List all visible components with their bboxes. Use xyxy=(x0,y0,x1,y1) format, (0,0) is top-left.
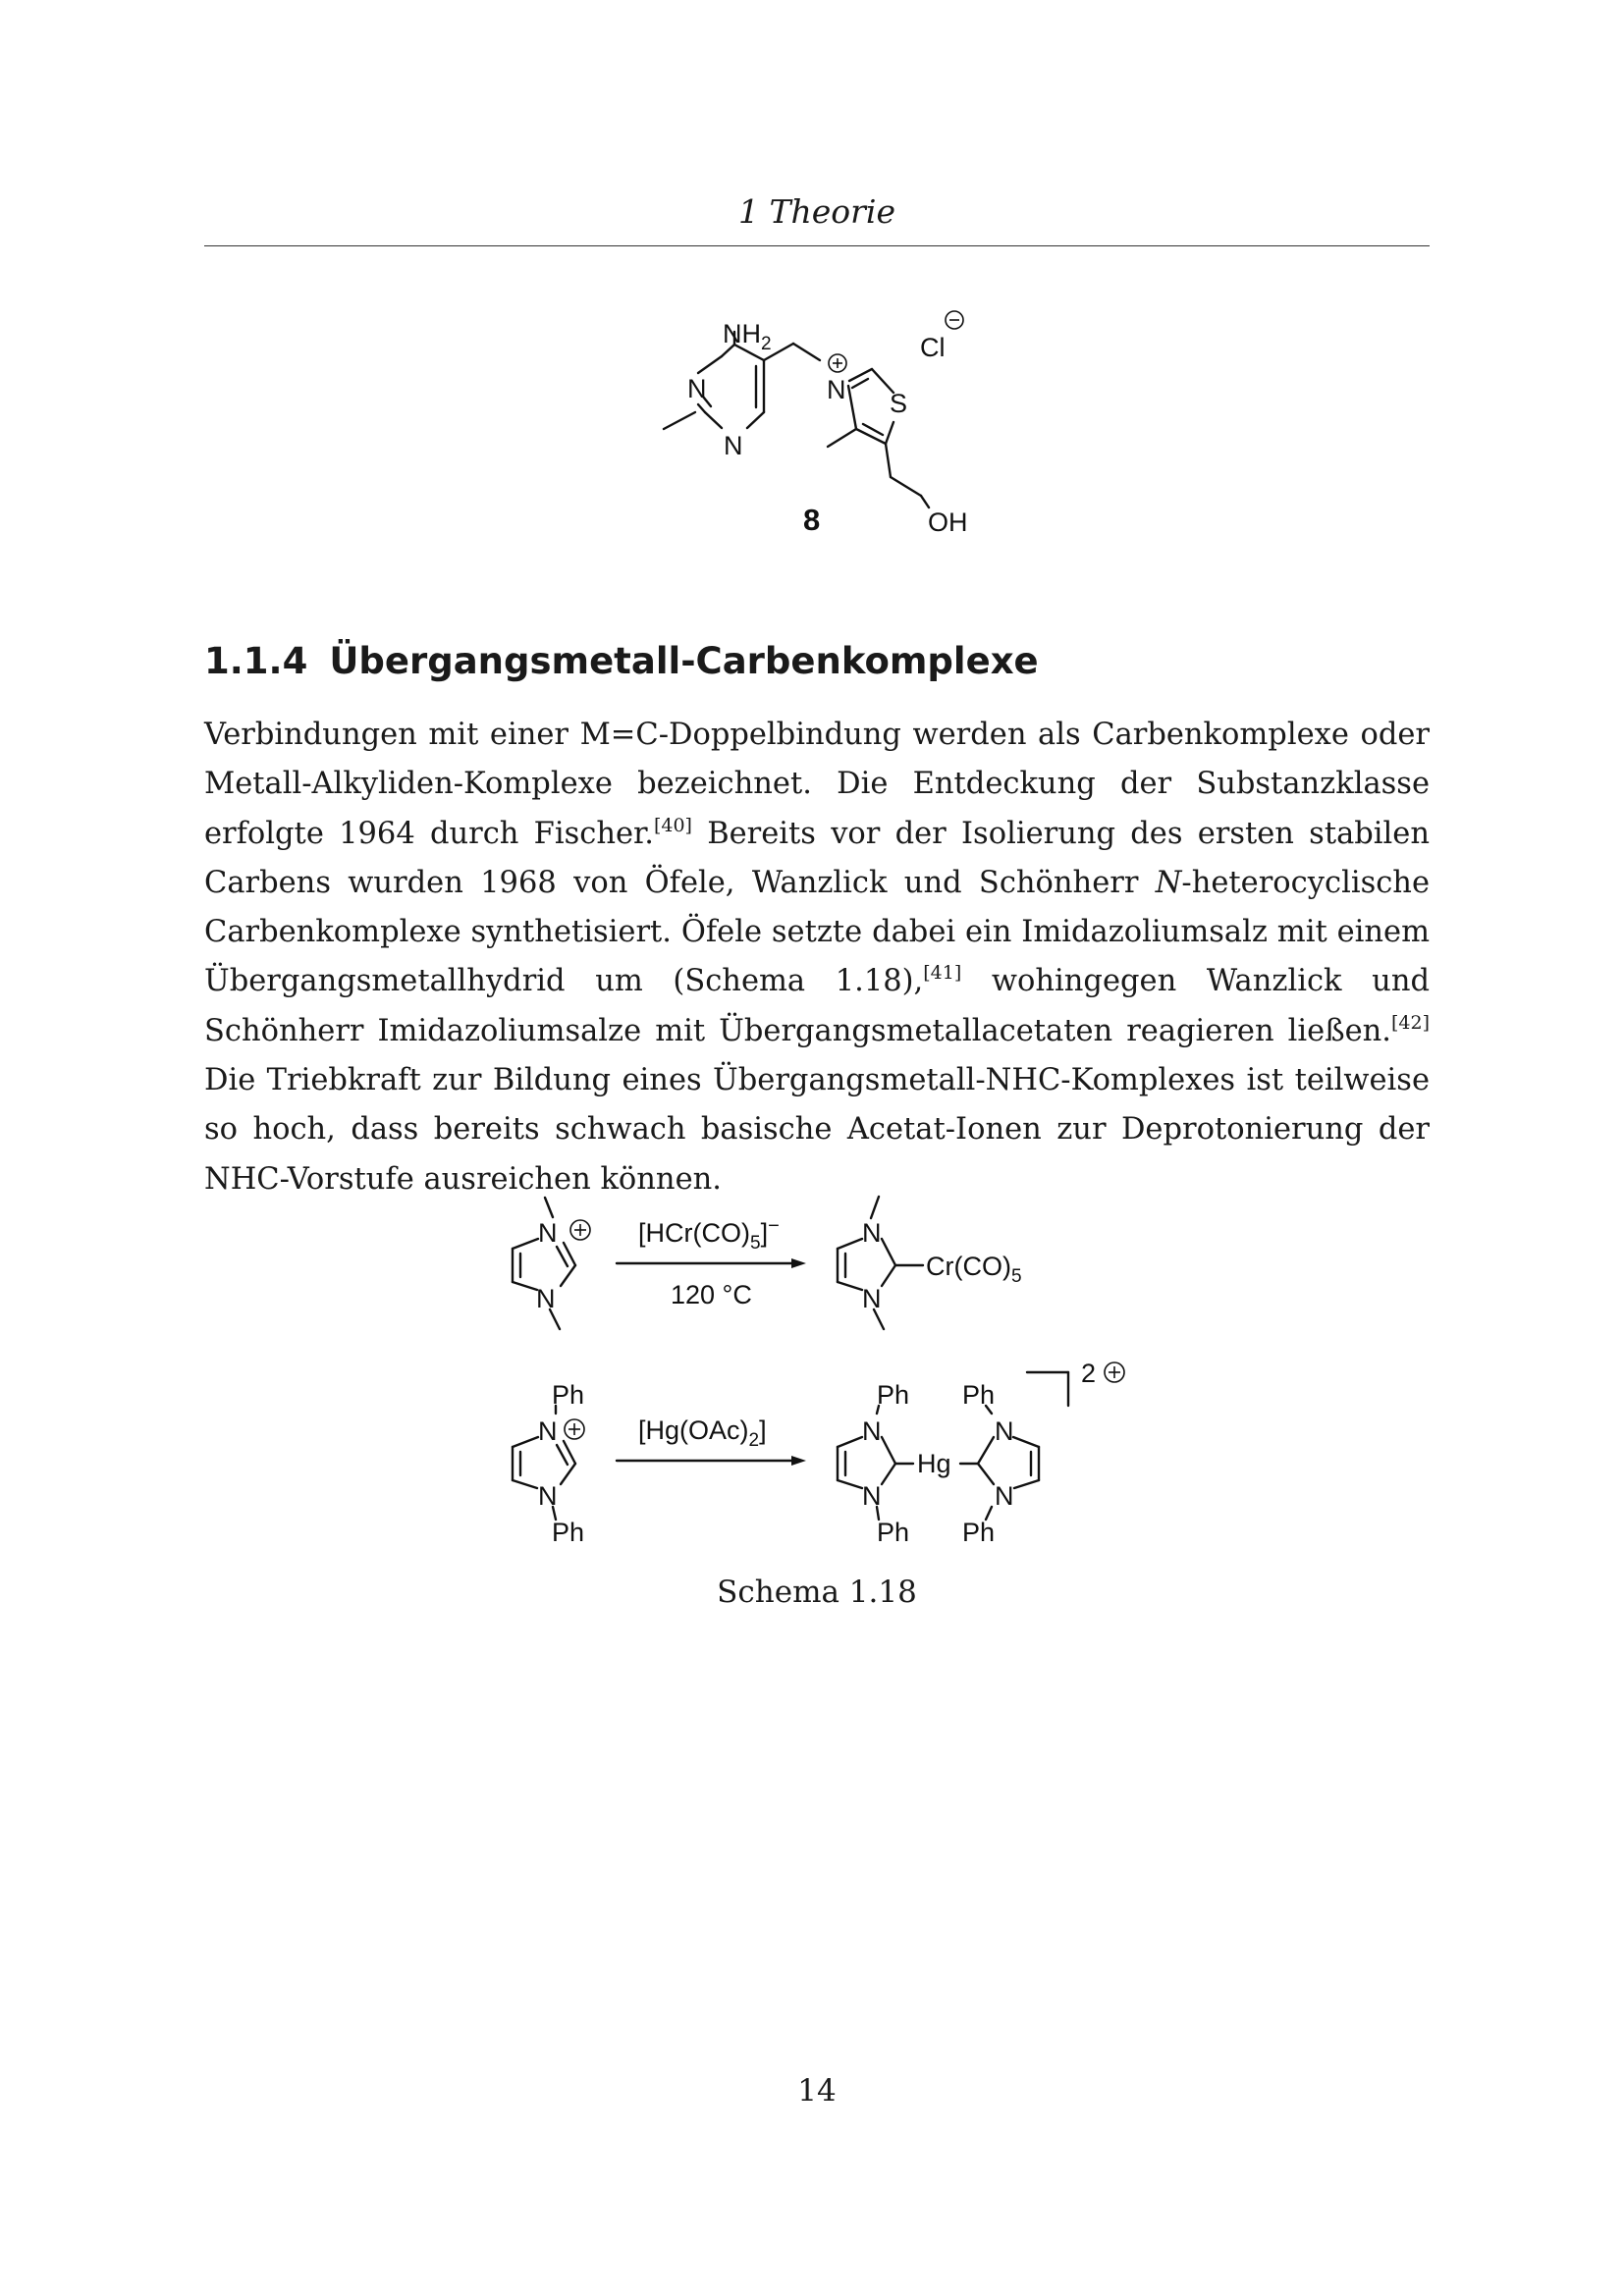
nitrogen-label: N xyxy=(995,1481,1014,1511)
reagent-label xyxy=(638,1215,780,1254)
header-rule xyxy=(204,245,1430,246)
sulfur-label: S xyxy=(890,389,908,418)
nitrogen-label: N xyxy=(862,1284,882,1313)
citation: [40] xyxy=(653,814,692,836)
section-title: Übergangsmetall-Carbenkomplexe xyxy=(329,640,1039,682)
thiazolium-nitrogen-label: N xyxy=(827,375,846,404)
section-number: 1.1.4 xyxy=(204,640,308,682)
running-header: 1 Theorie xyxy=(737,192,895,231)
paragraph-text: Bereits vor der Isolierung des ersten stabilen Carbens wurden 1968 von Öfele, Wanzlick und Schönherr xyxy=(204,816,1431,900)
ring-nitrogen-label: N xyxy=(687,374,707,403)
reagent-charge: − xyxy=(768,1215,780,1237)
phenyl-label: Ph xyxy=(962,1380,996,1410)
paragraph-text: -heterocyclische Carbenkomplexe synthetisiert. Öfele setzte dabei ein Imidazoliumsalz mit einem Übergangsmetallhydrid um (Schema 1.18), xyxy=(204,865,1430,999)
condition-label: 120 °C xyxy=(671,1280,752,1309)
nitrogen-label: N xyxy=(538,1416,558,1446)
paragraph-text: Verbindungen mit einer M=C-Doppelbindung werden als Carbenkomplexe oder Metall-Alkyliden-Komplexe bezeichnet. Die Entdeckung der Substanzklasse erfolgte 1964 durch Fischer. xyxy=(204,718,1430,851)
nitrogen-label: N xyxy=(995,1416,1014,1446)
reagent-text: $[HCr(CO)_5]$ xyxy=(638,1218,769,1254)
citation: [42] xyxy=(1390,1011,1430,1034)
page-number: 14 xyxy=(797,2073,837,2109)
citation: [41] xyxy=(923,962,962,985)
reagent-label: $[Hg(OAc)_2]$ xyxy=(638,1415,767,1451)
hydroxyl-label: OH xyxy=(928,507,968,537)
phenyl-label: Ph xyxy=(552,1380,585,1410)
phenyl-label: Ph xyxy=(877,1380,910,1410)
body-paragraph xyxy=(204,711,1430,1204)
phenyl-label: Ph xyxy=(552,1518,585,1547)
ring-nitrogen-label: N xyxy=(724,431,743,460)
italic-text: N xyxy=(1155,865,1182,900)
nitrogen-label: N xyxy=(862,1416,882,1446)
nitrogen-label: N xyxy=(862,1481,882,1511)
nitrogen-label: N xyxy=(862,1218,882,1248)
section-heading xyxy=(204,640,1430,682)
figure-caption: Schema 1.18 xyxy=(717,1575,917,1610)
chloride-label: Cl xyxy=(920,333,946,362)
compound-number: 8 xyxy=(803,503,821,537)
reaction-scheme xyxy=(491,1178,1159,1561)
nitrogen-label: N xyxy=(538,1218,558,1248)
paragraph-text: wohingegen Wanzlick und Schönherr Imidazoliumsalze mit Übergangsmetallacetaten reagieren ließen. xyxy=(204,964,1430,1048)
product-group-label: $Cr(CO)_5$ xyxy=(926,1252,1022,1287)
paragraph-text: Die Triebkraft zur Bildung eines Übergangsmetall-NHC-Komplexes ist teilweise so hoch, dass bereits schwach basische Acetat-Ionen zur Deprotonierung der NHC-Vorstufe ausreichen können. xyxy=(204,1063,1430,1197)
nitrogen-label: N xyxy=(538,1481,558,1511)
nh2-label: $NH_2$ xyxy=(723,319,772,354)
complex-charge: 2 xyxy=(1081,1359,1097,1388)
nitrogen-label: N xyxy=(536,1284,556,1313)
phenyl-label: Ph xyxy=(877,1518,910,1547)
mercury-label: Hg xyxy=(917,1449,951,1478)
thiamine-structure xyxy=(628,299,1001,545)
phenyl-label: Ph xyxy=(962,1518,996,1547)
